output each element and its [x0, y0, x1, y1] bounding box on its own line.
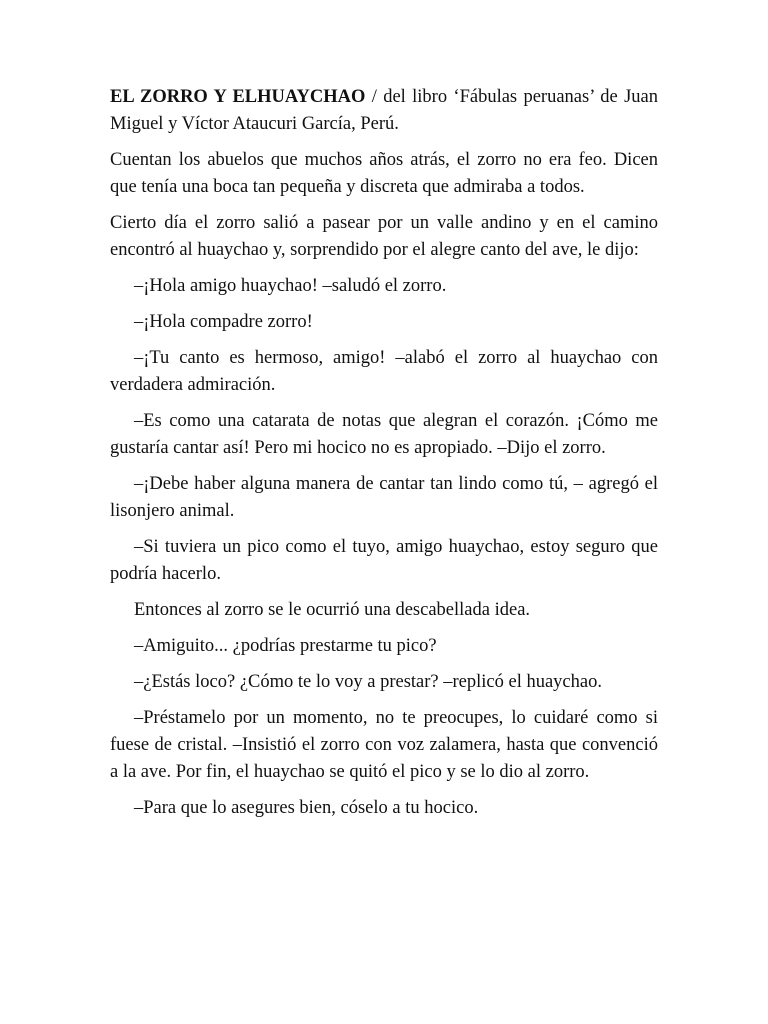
- story-paragraph: –Si tuviera un pico como el tuyo, amigo huaychao, estoy seguro que podría hacerlo.: [110, 537, 658, 584]
- story-paragraph: –Para que lo asegures bien, cóselo a tu hocico.: [134, 798, 479, 818]
- story-paragraph: –¡Hola compadre zorro!: [134, 312, 313, 332]
- story-body: [110, 147, 658, 822]
- story-paragraph: Cierto día el zorro salió a pasear por un valle andino y en el camino encontró al huaychao y, sorprendido por el alegre canto del ave, le dijo:: [110, 213, 658, 260]
- story-paragraph: Cuentan los abuelos que muchos años atrás, el zorro no era feo. Dicen que tenía una boca tan pequeña y discreta que admiraba a todos.: [110, 150, 658, 197]
- story-paragraph: –Préstamelo por un momento, no te preocupes, lo cuidaré como si fuese de cristal. –Insistió el zorro con voz zalamera, hasta que convenció a la ave. Por fin, el huaychao se quitó el pico y se lo dio al zorro.: [110, 708, 658, 782]
- story-paragraph: –Es como una catarata de notas que alegran el corazón. ¡Cómo me gustaría cantar así! Pero mi hocico no es apropiado. –Dijo el zorro.: [110, 411, 658, 458]
- document-source: / del libro ‘Fábulas peruanas’ de Juan Miguel y Víctor Ataucuri García, Perú.: [110, 87, 659, 134]
- story-paragraph: –¿Estás loco? ¿Cómo te lo voy a prestar? –replicó el huaychao.: [134, 672, 602, 692]
- story-paragraph: –Amiguito... ¿podrías prestarme tu pico?: [134, 636, 437, 656]
- title-paragraph: [110, 84, 658, 138]
- story-paragraph: Entonces al zorro se le ocurrió una descabellada idea.: [134, 600, 531, 620]
- story-paragraph: –¡Debe haber alguna manera de cantar tan lindo como tú, – agregó el lisonjero animal.: [110, 474, 658, 521]
- story-paragraph: –¡Hola amigo huaychao! –saludó el zorro.: [134, 276, 447, 296]
- document-page: [110, 84, 658, 831]
- story-paragraph: –¡Tu canto es hermoso, amigo! –alabó el zorro al huaychao con verdadera admiración.: [110, 348, 658, 395]
- document-title: EL ZORRO Y ELHUAYCHAO: [110, 87, 366, 107]
